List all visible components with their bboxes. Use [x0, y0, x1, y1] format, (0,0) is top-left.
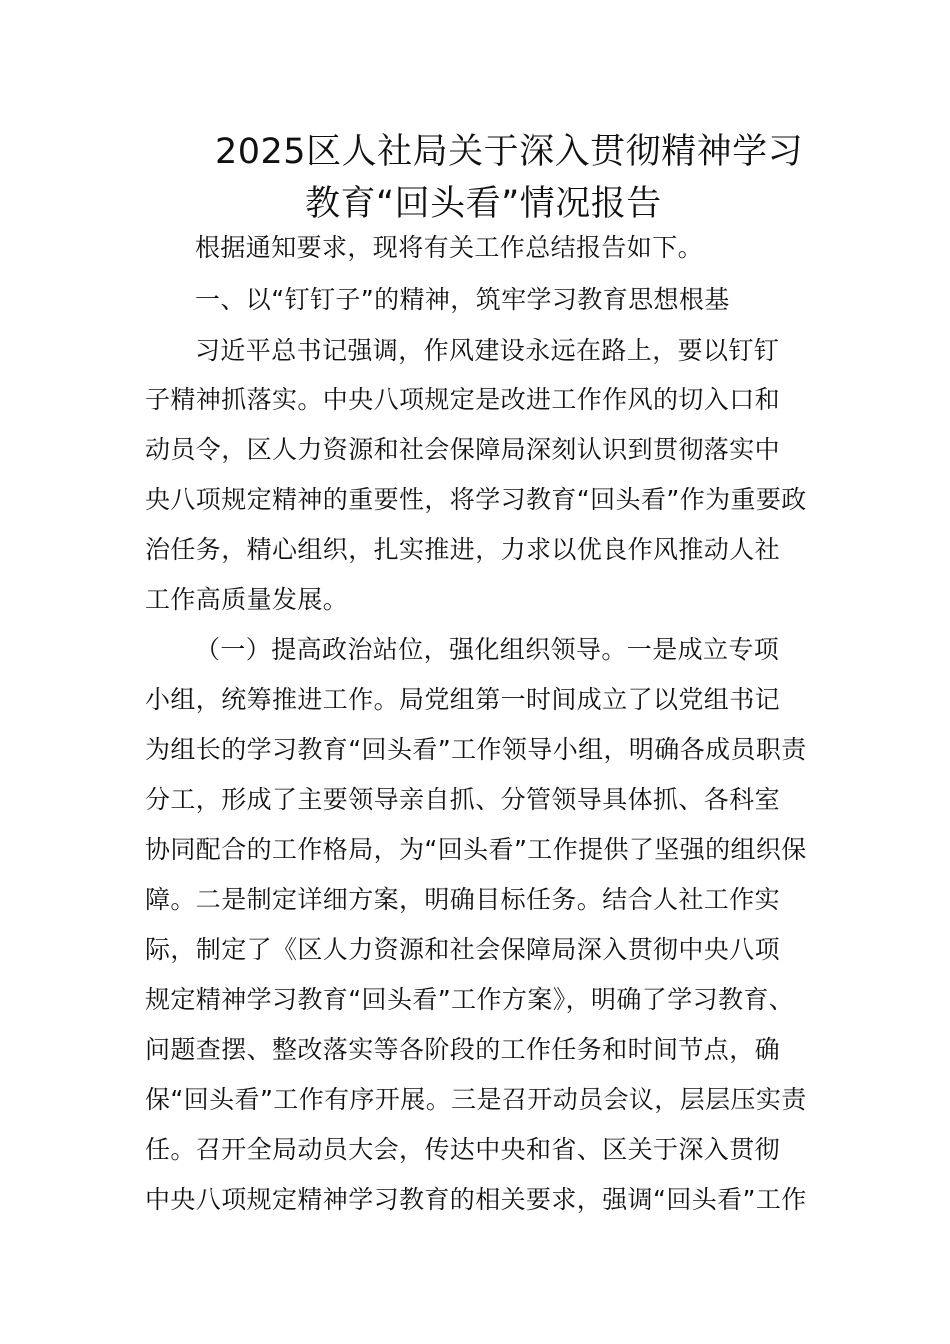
- document-title-line-2: 教育“回头看”情况报告: [305, 184, 662, 224]
- paragraph-2-line: 分工，形成了主要领导亲自抓、分管领导具体抓、各科室: [145, 785, 781, 814]
- paragraph-2-line: 协同配合的工作格局，为“回头看”工作提供了坚强的组织保: [145, 835, 807, 864]
- paragraph-2-line: 为组长的学习教育“回头看”工作领导小组，明确各成员职责: [145, 735, 807, 764]
- intro-paragraph: 根据通知要求，现将有关工作总结报告如下。: [195, 233, 704, 262]
- paragraph-2-line: 任。召开全局动员大会，传达中央和省、区关于深入贯彻: [145, 1135, 781, 1164]
- paragraph-1-line: 工作高质量发展。: [145, 585, 349, 614]
- paragraph-1-line: 动员令，区人力资源和社会保障局深刻认识到贯彻落实中: [145, 435, 781, 464]
- paragraph-2-line: 小组，统筹推进工作。局党组第一时间成立了以党组书记: [145, 685, 781, 714]
- paragraph-1-line: 习近平总书记强调，作风建设永远在路上，要以钉钉: [195, 336, 780, 365]
- paragraph-2-line: （一）提高政治站位，强化组织领导。一是成立专项: [195, 635, 780, 664]
- paragraph-1-line: 治任务，精心组织，扎实推进，力求以优良作风推动人社: [145, 535, 781, 564]
- paragraph-2-line: 际，制定了《区人力资源和社会保障局深入贯彻中央八项: [145, 935, 781, 964]
- paragraph-1-line: 子精神抓落实。中央八项规定是改进工作作风的切入口和: [145, 385, 781, 414]
- paragraph-2-line: 障。二是制定详细方案，明确目标任务。结合人社工作实: [145, 885, 781, 914]
- paragraph-2-line: 规定精神学习教育“回头看”工作方案》，明确了学习教育、: [145, 985, 795, 1014]
- paragraph-2-line: 问题查摆、整改落实等各阶段的工作任务和时间节点，确: [145, 1035, 781, 1064]
- paragraph-2-line: 中央八项规定精神学习教育的相关要求，强调“回头看”工作: [145, 1185, 807, 1214]
- document-title-line-1: 2025区人社局关于深入贯彻精神学习: [215, 132, 804, 172]
- section-1-heading: 一、以“钉钉子”的精神，筑牢学习教育思想根基: [195, 285, 730, 314]
- paragraph-2-line: 保“回头看”工作有序开展。三是召开动员会议，层层压实责: [145, 1085, 807, 1114]
- paragraph-1-line: 央八项规定精神的重要性，将学习教育“回头看”作为重要政: [145, 485, 807, 514]
